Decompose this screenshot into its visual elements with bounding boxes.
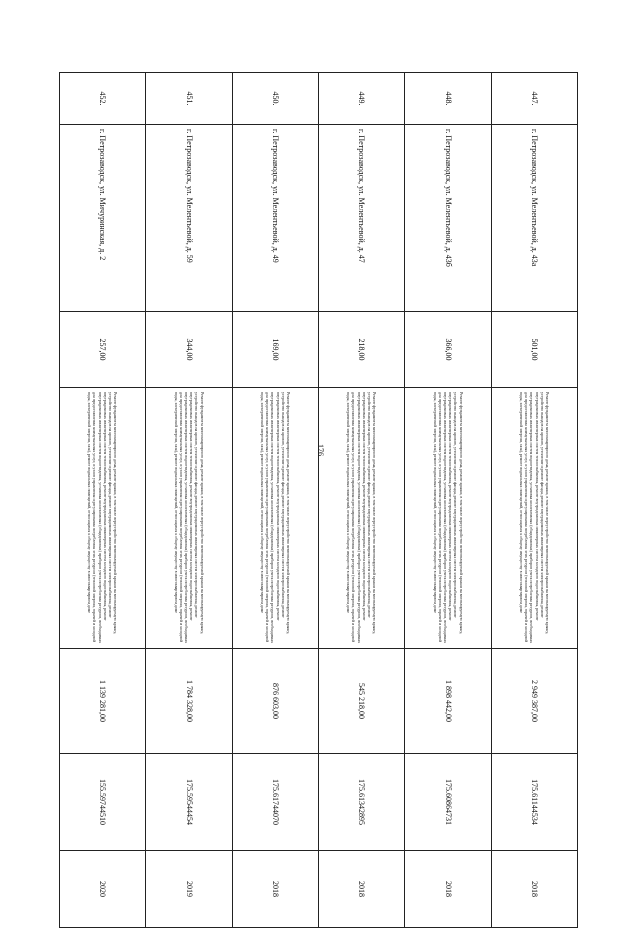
table-row	[232, 73, 318, 928]
address-cell: г. Петрозаводск, ул. Мелентьевой, д. 43а	[491, 125, 577, 312]
row-number-cell: 450.	[232, 73, 318, 125]
works-list-cell: Ремонт фундамента многоквартирного дома, ремонт крыши, в том числе переустройство невентилируемой крыши на вентилируемую крышу, устройство выходов на кровлю, утепление и ремонт фасада, ремонт внутридомовых инженерных систем электроснабжения, ремонт внутридомовых инженерных систем теплоснабжения, ремонт внутридомовых инженерных систем холодного водоснабжения, ремонт внутридомовых инженерных систем водоотведения, установка коллективных (общедомовых) приборов учета потребления ресурсов, необходимых для предоставления коммунальных услуг, и узлов управления и регулирования потребления этих ресурсов (тепловой энергии, горячей и холодной воды, электрической энергии, газа), ремонт подвальных помещений, относящихся к общему имуществу в многоквартирном доме	[60, 388, 146, 649]
unit-cost-cell: 175.61342895	[319, 754, 405, 851]
address-cell: г. Петрозаводск, ул. Мелентьевой, д. 43б	[405, 125, 491, 312]
unit-cost-cell: 155.59744510	[60, 754, 146, 851]
works-list-cell: Ремонт фундамента многоквартирного дома, ремонт крыши, в том числе переустройство невентилируемой крыши на вентилируемую крышу, устройство выходов на кровлю, утепление и ремонт фасада, ремонт внутридомовых инженерных систем электроснабжения, ремонт внутридомовых инженерных систем теплоснабжения, ремонт внутридомовых инженерных систем холодного водоснабжения, ремонт внутридомовых инженерных систем водоотведения, установка коллективных (общедомовых) приборов учета потребления ресурсов, необходимых для предоставления коммунальных услуг, и узлов управления и регулирования потребления этих ресурсов (тепловой энергии, горячей и холодной воды, электрической энергии, газа), ремонт подвальных помещений, относящихся к общему имуществу в многоквартирном доме	[319, 388, 405, 649]
cost-cell: 545 218,00	[319, 649, 405, 754]
repair-program-table	[59, 72, 578, 928]
year-cell: 2018	[491, 851, 577, 928]
row-number-cell: 451.	[146, 73, 232, 125]
row-number-cell: 448.	[405, 73, 491, 125]
area-cell: 344,00	[146, 312, 232, 388]
page-number: 176	[316, 444, 325, 456]
address-cell: г. Петрозаводск, ул. Мелентьевой, д. 59	[146, 125, 232, 312]
cost-cell: 2 949 387,00	[491, 649, 577, 754]
cost-cell: 1 784 328,00	[146, 649, 232, 754]
address-cell: г. Петрозаводск, ул. Мичуринская, д. 2	[60, 125, 146, 312]
year-cell: 2019	[146, 851, 232, 928]
table-body	[60, 73, 578, 928]
area-cell: 501,00	[491, 312, 577, 388]
cost-cell: 876 603,00	[232, 649, 318, 754]
unit-cost-cell: 175.60864731	[405, 754, 491, 851]
rotated-table-container	[59, 72, 578, 897]
row-number-cell: 447.	[491, 73, 577, 125]
year-cell: 2018	[319, 851, 405, 928]
works-list-cell: Ремонт фундамента многоквартирного дома, ремонт крыши, в том числе переустройство невентилируемой крыши на вентилируемую крышу, устройство выходов на кровлю, утепление и ремонт фасада, ремонт внутридомовых инженерных систем электроснабжения, ремонт внутридомовых инженерных систем теплоснабжения, ремонт внутридомовых инженерных систем холодного водоснабжения, ремонт внутридомовых инженерных систем водоотведения, установка коллективных (общедомовых) приборов учета потребления ресурсов, необходимых для предоставления коммунальных услуг, и узлов управления и регулирования потребления этих ресурсов (тепловой энергии, горячей и холодной воды, электрической энергии, газа), ремонт подвальных помещений, относящихся к общему имуществу в многоквартирном доме	[146, 388, 232, 649]
area-cell: 169,00	[232, 312, 318, 388]
table-row	[146, 73, 232, 928]
unit-cost-cell: 175.59544454	[146, 754, 232, 851]
unit-cost-cell: 175.61144534	[491, 754, 577, 851]
address-cell: г. Петрозаводск, ул. Мелентьевой, д. 47	[319, 125, 405, 312]
table-row	[60, 73, 146, 928]
area-cell: 366,00	[405, 312, 491, 388]
table-row	[319, 73, 405, 928]
area-cell: 257,00	[60, 312, 146, 388]
address-cell: г. Петрозаводск, ул. Мелентьевой, д. 49	[232, 125, 318, 312]
cost-cell: 1 898 442,00	[405, 649, 491, 754]
works-list-cell: Ремонт фундамента многоквартирного дома, ремонт крыши, в том числе переустройство невентилируемой крыши на вентилируемую крышу, устройство выходов на кровлю, утепление и ремонт фасада, ремонт внутридомовых инженерных систем электроснабжения, ремонт внутридомовых инженерных систем теплоснабжения, ремонт внутридомовых инженерных систем холодного водоснабжения, ремонт внутридомовых инженерных систем водоотведения, установка коллективных (общедомовых) приборов учета потребления ресурсов, необходимых для предоставления коммунальных услуг, и узлов управления и регулирования потребления этих ресурсов (тепловой энергии, горячей и холодной воды, электрической энергии, газа), ремонт подвальных помещений, относящихся к общему имуществу в многоквартирном доме	[232, 388, 318, 649]
document-table-area	[59, 72, 578, 897]
year-cell: 2020	[60, 851, 146, 928]
year-cell: 2018	[232, 851, 318, 928]
area-cell: 218,00	[319, 312, 405, 388]
works-list-cell: Ремонт фундамента многоквартирного дома, ремонт крыши, в том числе переустройство невентилируемой крыши на вентилируемую крышу, устройство выходов на кровлю, утепление и ремонт фасада, ремонт внутридомовых инженерных систем электроснабжения, ремонт внутридомовых инженерных систем теплоснабжения, ремонт внутридомовых инженерных систем холодного водоснабжения, ремонт внутридомовых инженерных систем водоотведения, установка коллективных (общедомовых) приборов учета потребления ресурсов, необходимых для предоставления коммунальных услуг, и узлов управления и регулирования потребления этих ресурсов (тепловой энергии, горячей и холодной воды, электрической энергии, газа), ремонт подвальных помещений, относящихся к общему имуществу в многоквартирном доме	[405, 388, 491, 649]
row-number-cell: 452.	[60, 73, 146, 125]
unit-cost-cell: 175.61744070	[232, 754, 318, 851]
row-number-cell: 449.	[319, 73, 405, 125]
cost-cell: 1 139 281,00	[60, 649, 146, 754]
table-row	[491, 73, 577, 928]
year-cell: 2018	[405, 851, 491, 928]
table-row	[405, 73, 491, 928]
works-list-cell: Ремонт фундамента многоквартирного дома, ремонт крыши, в том числе переустройство невентилируемой крыши на вентилируемую крышу, устройство выходов на кровлю, утепление и ремонт фасада, ремонт внутридомовых инженерных систем электроснабжения, ремонт внутридомовых инженерных систем теплоснабжения, ремонт внутридомовых инженерных систем холодного водоснабжения, ремонт внутридомовых инженерных систем водоотведения, установка коллективных (общедомовых) приборов учета потребления ресурсов, необходимых для предоставления коммунальных услуг, и узлов управления и регулирования потребления этих ресурсов (тепловой энергии, горячей и холодной воды, электрической энергии, газа), ремонт подвальных помещений, относящихся к общему имуществу в многоквартирном доме	[491, 388, 577, 649]
